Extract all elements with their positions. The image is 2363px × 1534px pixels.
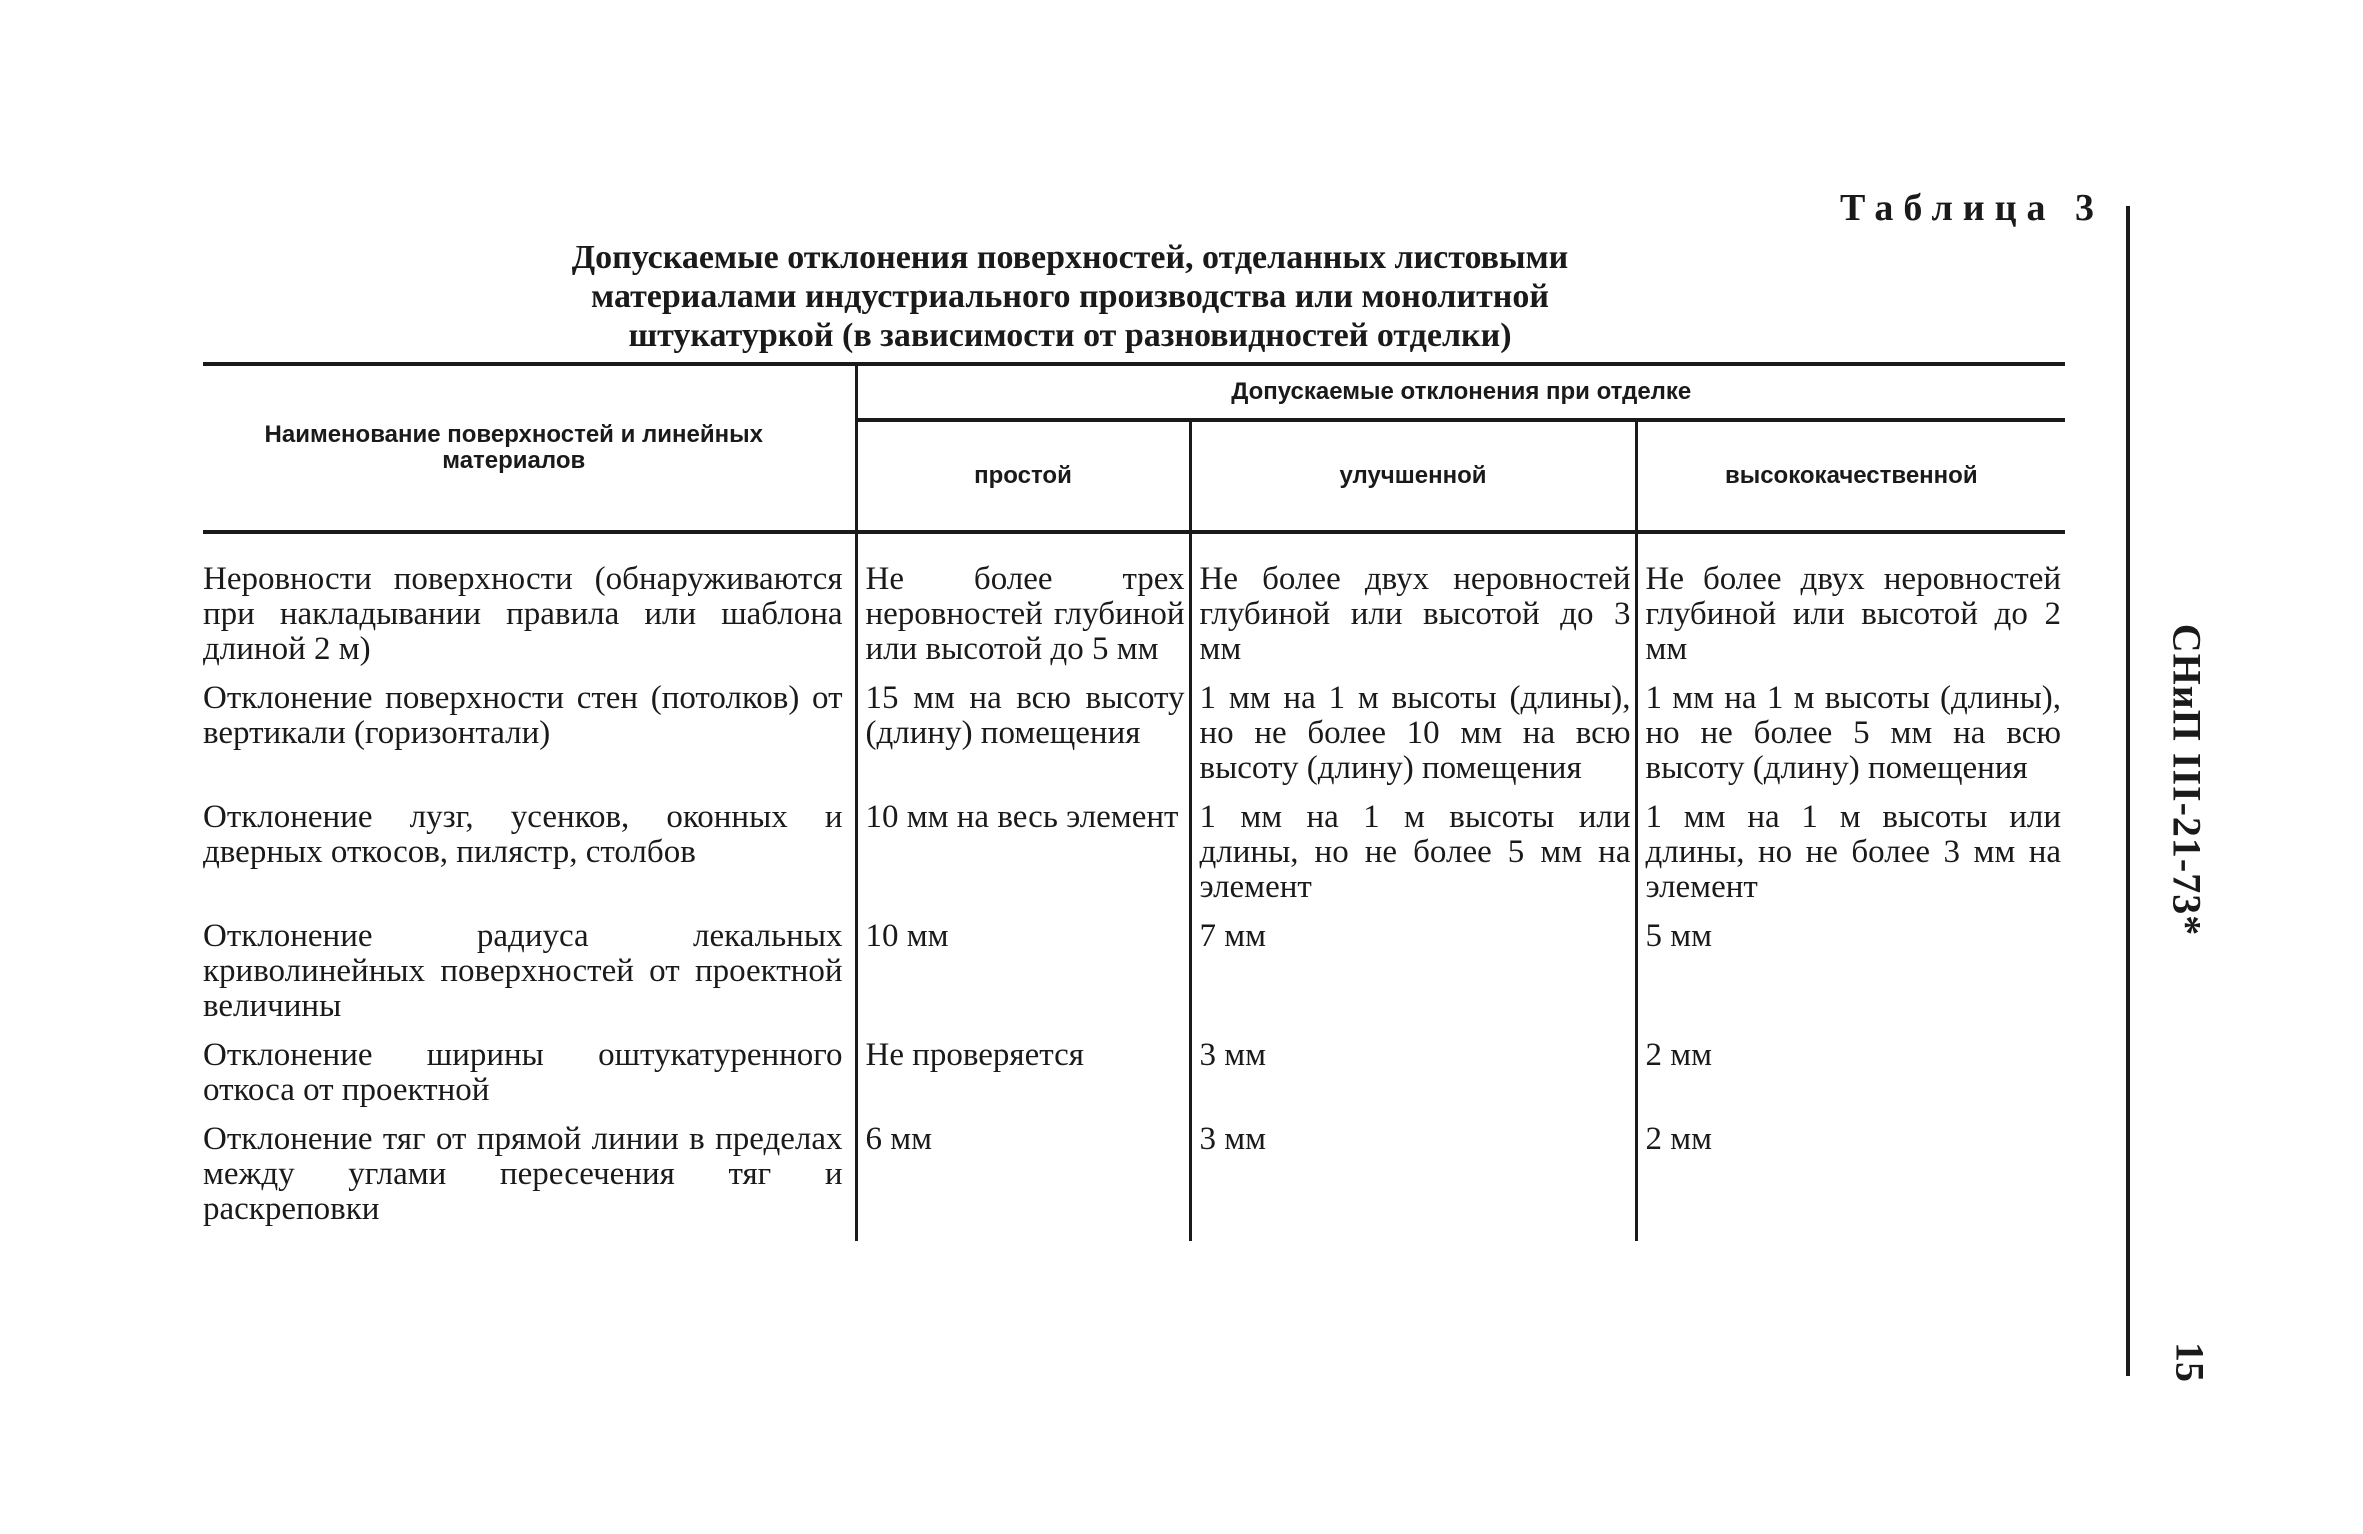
improved-cell: 3 мм [1190,1122,1636,1241]
table-row [203,681,2065,800]
header-group: Допускаемые отклонения при отделке [856,364,2065,420]
title-line: штукатуркой (в зависимости от разновидностей отделки) [628,317,1512,354]
header-high-quality: высококачественной [1636,420,2065,532]
surface-name-cell: Отклонение радиуса лекальных криволинейных поверхностей от проектной величины [203,918,843,1024]
surface-name-cell: Отклонение лузг, усенков, оконных и дверных откосов, пилястр, столбов [203,799,843,870]
header-simple: простой [856,420,1190,532]
high-quality-cell: 1 мм на 1 м высоты или длины, но не более 3 мм на элемент [1636,800,2065,919]
improved-cell: 3 мм [1190,1038,1636,1122]
simple-cell: Не проверяется [856,1038,1190,1122]
table-label: Таблица 3 [1840,187,2105,229]
improved-cell: 1 мм на 1 м высоты (длины), но не более 10 мм на всю высоту (длину) помещения [1190,681,1636,800]
title-line: Допускаемые отклонения поверхностей, отделанных листовыми [571,239,1569,276]
title-line: материалами индустриального производства или монолитной [591,278,1549,315]
simple-cell: 6 мм [856,1122,1190,1241]
deviations-table [203,362,2065,1241]
high-quality-cell: 2 мм [1636,1122,2065,1241]
surface-name-cell: Отклонение ширины оштукатуренного откоса от проектной [203,1037,843,1108]
high-quality-cell: 5 мм [1636,919,2065,1038]
standard-code: СНиП III-21-73* [2164,623,2210,937]
margin-rule [2126,206,2130,1376]
surface-name-cell: Неровности поверхности (обнаруживаются при накладывании правила или шаблона длиной 2 м) [203,561,843,667]
high-quality-cell: 2 мм [1636,1038,2065,1122]
table-row [203,1122,2065,1241]
table-row [203,1038,2065,1122]
improved-cell: 1 мм на 1 м высоты или длины, но не более 5 мм на элемент [1190,800,1636,919]
high-quality-cell: 1 мм на 1 м высоты (длины), но не более 5 мм на всю высоту (длину) помещения [1636,681,2065,800]
header-improved: улучшенной [1190,420,1636,532]
header-row [203,364,2065,420]
surface-name-cell: Отклонение тяг от прямой линии в пределах между углами пересечения тяг и раскреповки [203,1121,843,1227]
header-surface-name: Наименование поверхностей и линейных материалов [203,364,856,532]
improved-cell: 7 мм [1190,919,1636,1038]
surface-name-cell: Отклонение поверхности стен (потолков) от вертикали (горизонтали) [203,680,843,751]
simple-cell: 10 мм [856,919,1190,1038]
table-row [203,532,2065,681]
table-row [203,800,2065,919]
table-title [200,238,1940,355]
simple-cell: 10 мм на весь элемент [856,800,1190,919]
improved-cell: Не более двух неровностей глубиной или высотой до 3 мм [1190,532,1636,681]
table-row [203,919,2065,1038]
simple-cell: 15 мм на всю высоту (длину) помещения [856,681,1190,800]
simple-cell: Не более трех неровностей глубиной или высотой до 5 мм [856,532,1190,681]
high-quality-cell: Не более двух неровностей глубиной или высотой до 2 мм [1636,532,2065,681]
page-number: 15 [2167,1342,2213,1382]
